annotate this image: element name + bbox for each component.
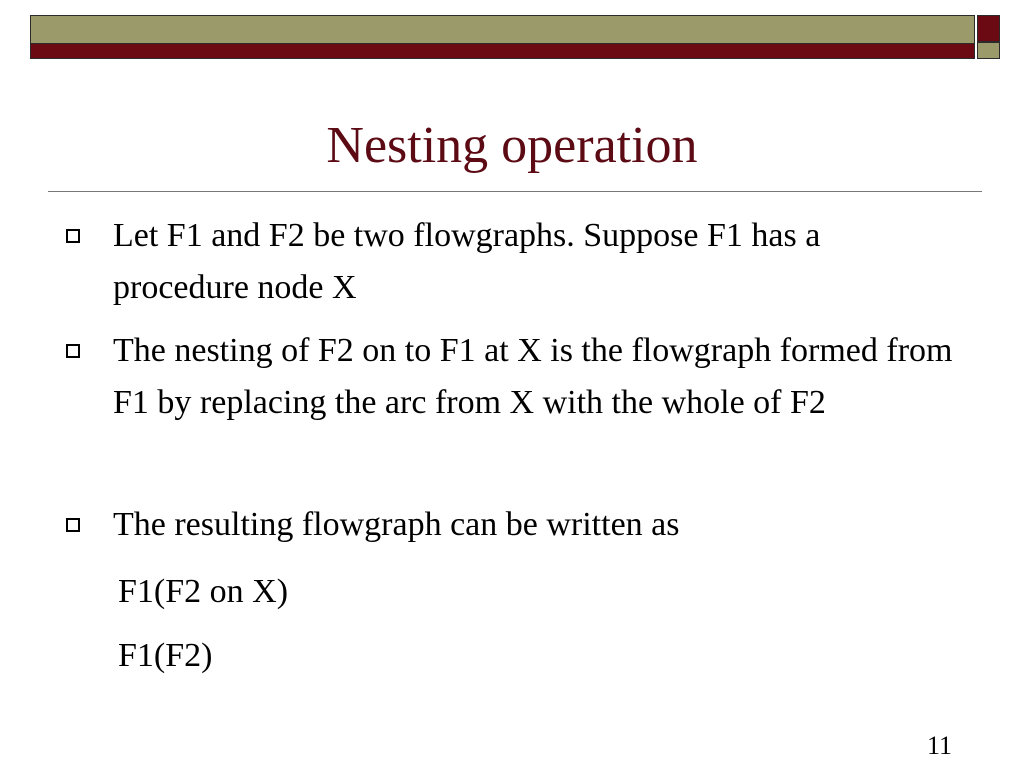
bullet-text: The resulting flowgraph can be written as [113,506,680,543]
corner-square-maroon [977,15,1000,42]
bullet-item [66,499,966,551]
olive-stripe [31,16,974,44]
header-decoration-band [30,15,975,59]
title-divider [48,191,982,192]
corner-square-olive [977,42,1000,59]
bullet-item [66,210,966,314]
slide-title: Nesting operation [326,117,698,174]
square-bullet-icon [66,229,80,243]
notation-line: F1(F2 on X) [118,573,289,610]
notation-line: F1(F2) [118,637,213,674]
square-bullet-icon [66,518,80,532]
square-bullet-icon [66,344,80,358]
bullet-text: The nesting of F2 on to F1 at X is the flowgraph formed from F1 by replacing the arc from X with the whole of F2 [113,332,953,421]
maroon-stripe [31,44,974,58]
bullet-item [66,325,966,429]
bullet-text: Let F1 and F2 be two flowgraphs. Suppose F1 has a procedure node X [113,217,821,306]
page-number: 11 [926,731,952,760]
